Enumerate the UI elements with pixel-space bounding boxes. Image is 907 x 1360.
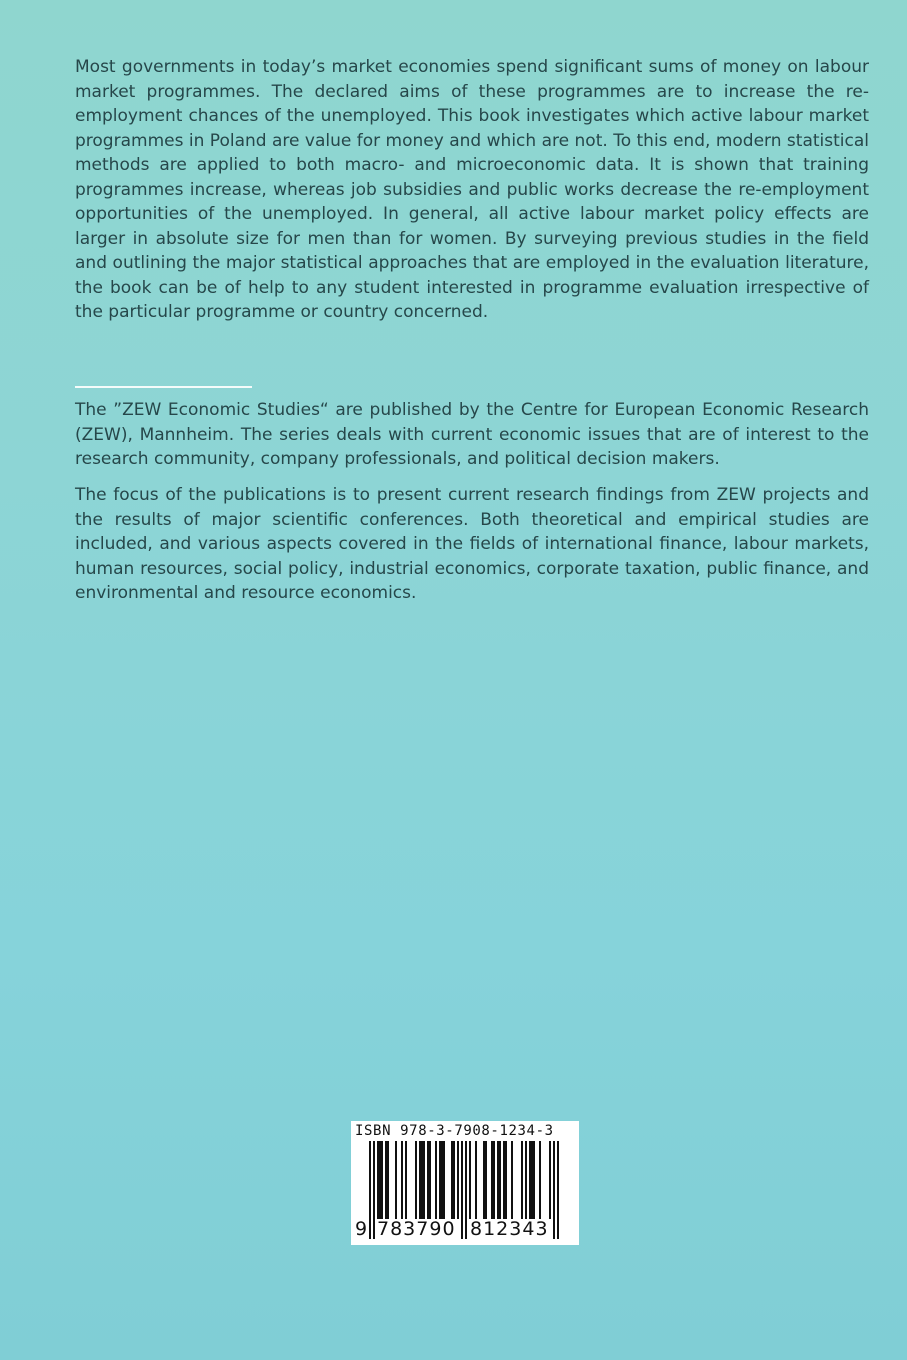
barcode-bar — [503, 1141, 507, 1219]
isbn-label: ISBN 978-3-7908-1234-3 — [355, 1123, 554, 1139]
barcode-guard-bar — [465, 1141, 467, 1239]
barcode-bar — [469, 1141, 471, 1219]
barcode-guard-bar — [557, 1141, 559, 1239]
barcode-bar — [539, 1141, 541, 1219]
barcode-bar — [427, 1141, 431, 1219]
barcode-bar — [475, 1141, 477, 1219]
barcode-bar — [395, 1141, 397, 1219]
barcode-bar — [525, 1141, 527, 1219]
barcode-guard-bar — [461, 1141, 463, 1239]
barcode-bar — [377, 1141, 383, 1219]
barcode-bar — [405, 1141, 407, 1219]
book-description: Most governments in today’s market economies spend significant sums of money on labour market programmes. The declared aims of these programmes are to increase the re-employment chances of the unemployed. This book investigates which active labour market programmes in Poland are value for money and which are not. To this end, modern statistical methods are applied to both macro- and microeconomic data. It is shown that training programmes increase, whereas job subsidies and public works decrease the re-employment opportunities of the unemployed. In general, all active labour market policy effects are larger in absolute size for men than for women. By surveying previous studies in the field and outlining the major statistical approaches that are employed in the evaluation literature, the book can be of help to any student interested in programme evaluation irrespective of the particular programme or country concerned. — [75, 57, 869, 322]
barcode-bar — [415, 1141, 417, 1219]
barcode-bar — [439, 1141, 445, 1219]
ean-first-digit: 9 — [355, 1218, 368, 1240]
barcode-bar — [419, 1141, 425, 1219]
series-description: The ”ZEW Economic Studies“ are published by the Centre for European Economic Research (ZEW), Mannheim. The series deals with current economic issues that are of interest to the research community, company professionals, and political decision makers. — [75, 400, 869, 469]
barcode-bar — [491, 1141, 495, 1219]
barcode-bar — [549, 1141, 551, 1219]
barcode-bar — [511, 1141, 513, 1219]
barcode-bar — [435, 1141, 437, 1219]
barcode-bar — [401, 1141, 403, 1219]
ean-left-digits: 783790 — [377, 1218, 456, 1240]
barcode-guard-bar — [373, 1141, 375, 1239]
barcode-bar — [521, 1141, 523, 1219]
series-focus: The focus of the publications is to present current research findings from ZEW projects and the results of major scientific conferences. Both theoretical and empirical studies are included, and various aspects covered in the fields of international finance, labour markets, human resources, social policy, industrial economics, corporate taxation, public finance, and environmental and resource economics. — [75, 485, 869, 603]
divider-line — [75, 386, 252, 388]
barcode-bar — [451, 1141, 455, 1219]
barcode-bar — [529, 1141, 535, 1219]
barcode-bar — [483, 1141, 487, 1219]
barcode-guard-bar — [553, 1141, 555, 1239]
barcode-guard-bar — [369, 1141, 371, 1239]
barcode-bar — [497, 1141, 501, 1219]
isbn-barcode — [351, 1121, 579, 1245]
ean-right-digits: 812343 — [470, 1218, 549, 1240]
barcode-bar — [457, 1141, 459, 1219]
barcode-bar — [385, 1141, 389, 1219]
